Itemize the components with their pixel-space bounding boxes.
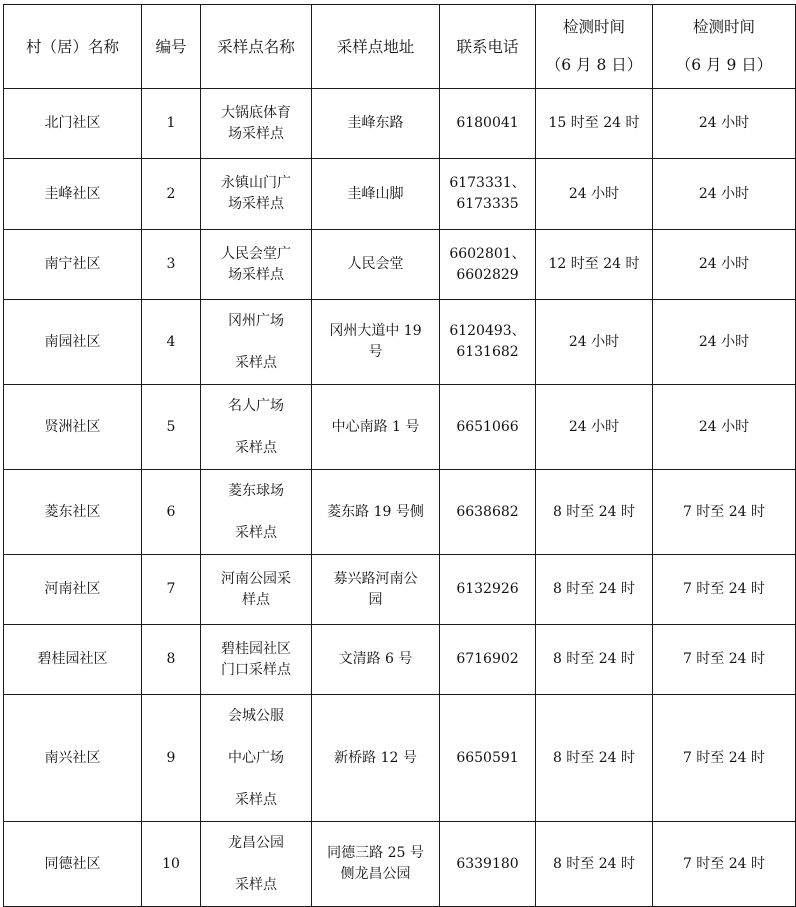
site-name-line: 大锅底体育 — [221, 104, 291, 121]
number-cell: 3 — [142, 230, 201, 300]
address-line: 圭峰东路 — [347, 115, 404, 131]
time-june8-cell: 24 小时 — [536, 159, 653, 230]
village-name-cell: 贤洲社区 — [4, 385, 142, 470]
address-line: 号 — [368, 344, 383, 360]
phone-line: 6173331、 — [449, 175, 526, 191]
phone-cell — [440, 555, 536, 625]
site-name-cell — [201, 159, 312, 230]
site-name-cell — [201, 625, 312, 695]
header-time-title: 检测时间 — [562, 17, 625, 36]
phone-cell — [440, 625, 536, 695]
table-row — [4, 555, 796, 625]
address-cell — [312, 822, 440, 907]
phone-line: 6131682 — [456, 344, 519, 360]
phone-line: 6602829 — [456, 266, 519, 283]
phone-cell — [440, 470, 536, 555]
site-name-cell — [201, 300, 312, 385]
sampling-schedule-table — [3, 4, 796, 907]
address-cell — [312, 300, 440, 385]
address-cell — [312, 89, 440, 159]
site-name-cell — [201, 822, 312, 907]
header-number: 编号 — [142, 5, 201, 89]
time-june8-cell: 12 时至 24 时 — [536, 230, 653, 300]
time-june8-cell: 8 时至 24 时 — [536, 822, 653, 907]
table-row — [4, 385, 796, 470]
site-name-line: 采样点 — [235, 440, 277, 456]
address-cell — [312, 385, 440, 470]
site-name-cell — [201, 385, 312, 470]
header-time-june9 — [653, 5, 796, 89]
time-june8-cell: 24 小时 — [536, 385, 653, 470]
site-name-line: 河南公园采 — [221, 570, 291, 587]
phone-cell — [440, 385, 536, 470]
site-name-line: 名人广场 — [228, 398, 284, 414]
phone-cell — [440, 300, 536, 385]
time-june9-cell: 24 小时 — [653, 230, 796, 300]
number-cell: 1 — [142, 89, 201, 159]
address-line: 新桥路 12 号 — [334, 749, 417, 766]
village-name-cell: 圭峰社区 — [4, 159, 142, 230]
address-line: 募兴路河南公 — [333, 570, 418, 587]
number-cell: 9 — [142, 695, 201, 822]
site-name-line: 碧桂园社区 — [221, 640, 291, 657]
site-name-line: 菱东球场 — [228, 483, 284, 499]
time-june8-cell: 15 时至 24 时 — [536, 89, 653, 159]
address-line: 菱东路 19 号侧 — [327, 503, 424, 520]
table-row — [4, 695, 796, 822]
phone-line: 6638682 — [456, 503, 519, 520]
time-june8-cell: 8 时至 24 时 — [536, 695, 653, 822]
number-cell: 7 — [142, 555, 201, 625]
village-name-cell: 碧桂园社区 — [4, 625, 142, 695]
address-cell — [312, 159, 440, 230]
number-cell: 10 — [142, 822, 201, 907]
table-row — [4, 470, 796, 555]
phone-line: 6120493、 — [449, 323, 526, 339]
site-name-line: 采样点 — [235, 792, 277, 808]
site-name-line: 中心广场 — [228, 750, 284, 766]
header-village: 村（居）名称 — [4, 5, 142, 89]
address-line: 人民会堂 — [347, 256, 404, 272]
time-june9-cell: 7 时至 24 时 — [653, 822, 796, 907]
site-name-line: 场采样点 — [228, 266, 284, 283]
village-name-cell: 南宁社区 — [4, 230, 142, 300]
phone-line: 6651066 — [456, 418, 519, 435]
site-name-line: 冈州广场 — [228, 313, 284, 329]
site-name-line: 龙昌公园 — [228, 835, 284, 851]
header-time-title: 检测时间 — [692, 17, 755, 36]
site-name-line: 门口采样点 — [221, 661, 291, 678]
time-june9-cell: 24 小时 — [653, 385, 796, 470]
phone-line: 6650591 — [456, 749, 519, 766]
time-june9-cell: 24 小时 — [653, 300, 796, 385]
number-cell: 4 — [142, 300, 201, 385]
phone-line: 6716902 — [456, 651, 519, 667]
address-cell — [312, 625, 440, 695]
table-row — [4, 822, 796, 907]
site-name-line: 永镇山门广 — [221, 175, 291, 191]
address-line: 园 — [368, 591, 383, 608]
header-site-name: 采样点名称 — [201, 5, 312, 89]
header-phone: 联系电话 — [440, 5, 536, 89]
time-june9-cell: 7 时至 24 时 — [653, 470, 796, 555]
phone-line: 6602801、 — [449, 245, 526, 262]
time-june8-cell: 24 小时 — [536, 300, 653, 385]
village-name-cell: 南兴社区 — [4, 695, 142, 822]
village-name-cell: 菱东社区 — [4, 470, 142, 555]
time-june8-cell: 8 时至 24 时 — [536, 625, 653, 695]
number-cell: 2 — [142, 159, 201, 230]
site-name-cell — [201, 470, 312, 555]
site-name-cell — [201, 230, 312, 300]
time-june9-cell: 7 时至 24 时 — [653, 555, 796, 625]
site-name-line: 采样点 — [235, 355, 277, 371]
phone-line: 6339180 — [456, 855, 519, 872]
phone-cell — [440, 695, 536, 822]
header-time-june8 — [536, 5, 653, 89]
village-name-cell: 河南社区 — [4, 555, 142, 625]
site-name-line: 人民会堂广 — [221, 245, 291, 262]
time-june9-cell: 24 小时 — [653, 89, 796, 159]
header-row — [4, 5, 796, 89]
phone-line: 6180041 — [456, 115, 519, 131]
header-address: 采样点地址 — [312, 5, 440, 89]
table-row — [4, 300, 796, 385]
site-name-cell — [201, 89, 312, 159]
address-line: 圭峰山脚 — [347, 185, 404, 202]
village-name-cell: 北门社区 — [4, 89, 142, 159]
address-line: 侧龙昌公园 — [340, 866, 411, 882]
site-name-line: 样点 — [242, 591, 270, 608]
address-cell — [312, 695, 440, 822]
village-name-cell: 同德社区 — [4, 822, 142, 907]
time-june8-cell: 8 时至 24 时 — [536, 555, 653, 625]
table-row — [4, 230, 796, 300]
phone-cell — [440, 822, 536, 907]
phone-cell — [440, 159, 536, 230]
time-june9-cell: 7 时至 24 时 — [653, 695, 796, 822]
site-name-line: 场采样点 — [228, 125, 284, 142]
site-name-line: 采样点 — [235, 525, 277, 541]
header-time-date: （6 月 8 日） — [545, 55, 643, 74]
time-june9-cell: 24 小时 — [653, 159, 796, 230]
phone-cell — [440, 230, 536, 300]
address-cell — [312, 230, 440, 300]
time-june9-cell: 7 时至 24 时 — [653, 625, 796, 695]
site-name-cell — [201, 555, 312, 625]
table-row — [4, 159, 796, 230]
address-line: 中心南路 1 号 — [331, 418, 420, 435]
number-cell: 5 — [142, 385, 201, 470]
address-cell — [312, 555, 440, 625]
phone-line: 6173335 — [456, 196, 519, 212]
address-line: 冈州大道中 19 — [329, 323, 422, 339]
address-line: 同德三路 25 号 — [327, 845, 424, 861]
header-time-date: （6 月 9 日） — [675, 55, 773, 74]
address-cell — [312, 470, 440, 555]
number-cell: 6 — [142, 470, 201, 555]
phone-cell — [440, 89, 536, 159]
number-cell: 8 — [142, 625, 201, 695]
site-name-line: 场采样点 — [228, 196, 284, 212]
phone-line: 6132926 — [456, 581, 519, 597]
table-row — [4, 89, 796, 159]
site-name-line: 采样点 — [235, 877, 277, 893]
site-name-cell — [201, 695, 312, 822]
village-name-cell: 南园社区 — [4, 300, 142, 385]
table-row — [4, 625, 796, 695]
time-june8-cell: 8 时至 24 时 — [536, 470, 653, 555]
address-line: 文清路 6 号 — [338, 651, 413, 667]
site-name-line: 会城公服 — [228, 708, 284, 724]
